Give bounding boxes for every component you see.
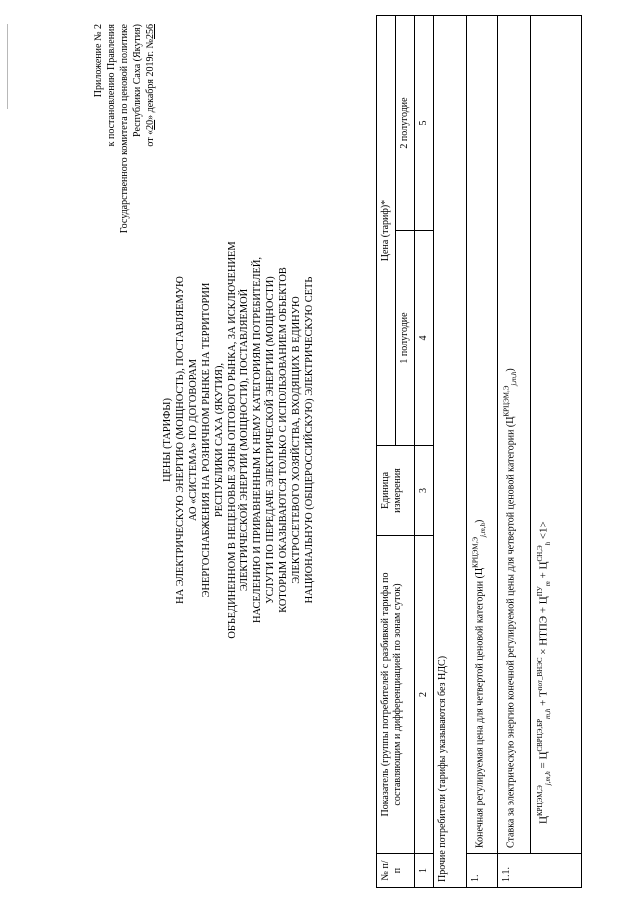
appendix-line-2: к постановлению Правления <box>106 24 117 147</box>
col-number: 3 <box>415 446 434 536</box>
title-line: НАЦИОНАЛЬНУЮ (ОБЩЕРОССИЙСКУЮ) ЭЛЕКТРИЧЕСКУЮ СЕТЬ <box>303 276 315 604</box>
col-number: 2 <box>415 536 434 854</box>
row-1-1-text: Ставка за электрическую энергию конечной регулируемой цены для четвертой ценовой категории $(Ц^{КРЦЭМ,Э}_{j,m,h})$ <box>498 16 531 854</box>
col-number: 5 <box>415 16 434 231</box>
formula-cell <box>531 16 582 854</box>
header-half-2: 2 полугодие <box>396 16 415 231</box>
table-row <box>467 16 498 888</box>
header-price: Цена (тариф)* <box>377 16 396 446</box>
col-number: 1 <box>415 854 434 888</box>
price-symbol: $Ц^{КРЦЭМ,Э}_{j,m,h}$) <box>503 368 519 424</box>
row-1-num: 1. <box>467 854 498 888</box>
document-title <box>162 160 317 720</box>
appendix-date-day: 20 <box>145 119 156 130</box>
header-half-1: 1 полугодие <box>396 231 415 446</box>
title-line: ОБЪЕДИНЕННОМ В НЕЦЕНОВЫЕ ЗОНЫ ОПТОВОГО РЫНКА, ЗА ИСКЛЮЧЕНИЕМ <box>226 241 238 639</box>
price-symbol: $Ц^{КРЦЭМ,Э}_{j,m,h}$) <box>472 519 488 576</box>
header-unit: Единица измерения <box>377 446 415 536</box>
title-line: УСЛУГИ ПО ПЕРЕДАЧЕ ЭЛЕКТРИЧЕСКОЙ ЭНЕРГИИ (МОЩНОСТИ) <box>265 276 277 604</box>
section-other-consumers: Прочие потребители (тарифы указываются без НДС) <box>434 16 467 888</box>
title-line: ЦЕНЫ (ТАРИФЫ) <box>162 398 173 482</box>
appendix-line-1: Приложение № 2 <box>93 24 104 98</box>
section-row <box>434 16 467 888</box>
title-line: НАСЕЛЕНИЮ И ПРИРАВНЕННЫМ К НЕМУ КАТЕГОРИЯМ ПОТРЕБИТЕЛЕЙ, <box>252 257 264 623</box>
title-line: АО «СИСТЕМА» ПО ДОГОВОРАМ <box>187 359 199 521</box>
tariff-formula: $Ц^{КРЦЭМ,Э}_{j,m,h} = Ц^{СВРЦЭ,БР}_{m,h} + Т^{пот\_ВНЭС}$ × НТПЭ + $Ц^{ПУ}_m + Ц^{СН,Э}_h <1>$ <box>536 521 552 824</box>
table-header-row <box>377 16 396 888</box>
column-number-row <box>415 16 434 888</box>
header-num: № п/п <box>377 854 415 888</box>
appendix-line-4: Республики Саха (Якутия) <box>132 24 143 137</box>
tariff-table <box>376 15 582 888</box>
formula-row <box>531 16 582 888</box>
top-rule <box>7 24 8 109</box>
row-1-1-num: 1.1. <box>498 854 582 888</box>
title-line: ЭЛЕКТРОСЕТЕВОГО ХОЗЯЙСТВА, ВХОДЯЩИХ В ЕДИНУЮ <box>291 296 303 584</box>
row-1-text: Конечная регулируемая цена для четвертой ценовой категории $(Ц^{КРЦЭМ,Э}_{j,m,h})$ <box>467 16 498 854</box>
title-line: ЭНЕРГОСНАБЖЕНИЯ НА РОЗНИЧНОМ РЫНКЕ НА ТЕРРИТОРИИ <box>200 282 212 598</box>
appendix-date-line: от «20» декабря 2019г. №256 <box>145 24 156 147</box>
appendix-block <box>92 24 157 284</box>
table-row <box>498 16 531 888</box>
title-line: ЭЛЕКТРИЧЕСКОЙ ЭНЕРГИИ (МОЩНОСТИ), ПОСТАВЛЯЕМОЙ <box>239 288 251 592</box>
appendix-number: 256 <box>145 24 156 39</box>
col-number: 4 <box>415 231 434 446</box>
title-line: НА ЭЛЕКТРИЧЕСКУЮ ЭНЕРГИЮ (МОЩНОСТЬ), ПОСТАВЛЯЕМУЮ <box>174 276 186 604</box>
title-line: РЕСПУБЛИКИ САХА (ЯКУТИЯ), <box>213 362 225 518</box>
header-indicator: Показатель (группы потребителей с разбивкой тарифа по составляющим и дифференциацией по зонам суток) <box>377 536 415 854</box>
appendix-line-3: Государственного комитета по ценовой политике <box>119 24 130 234</box>
title-line: КОТОРЫМ ОКАЗЫВАЮТСЯ ТОЛЬКО С ИСПОЛЬЗОВАНИЕМ ОБЪЕКТОВ <box>278 267 290 613</box>
